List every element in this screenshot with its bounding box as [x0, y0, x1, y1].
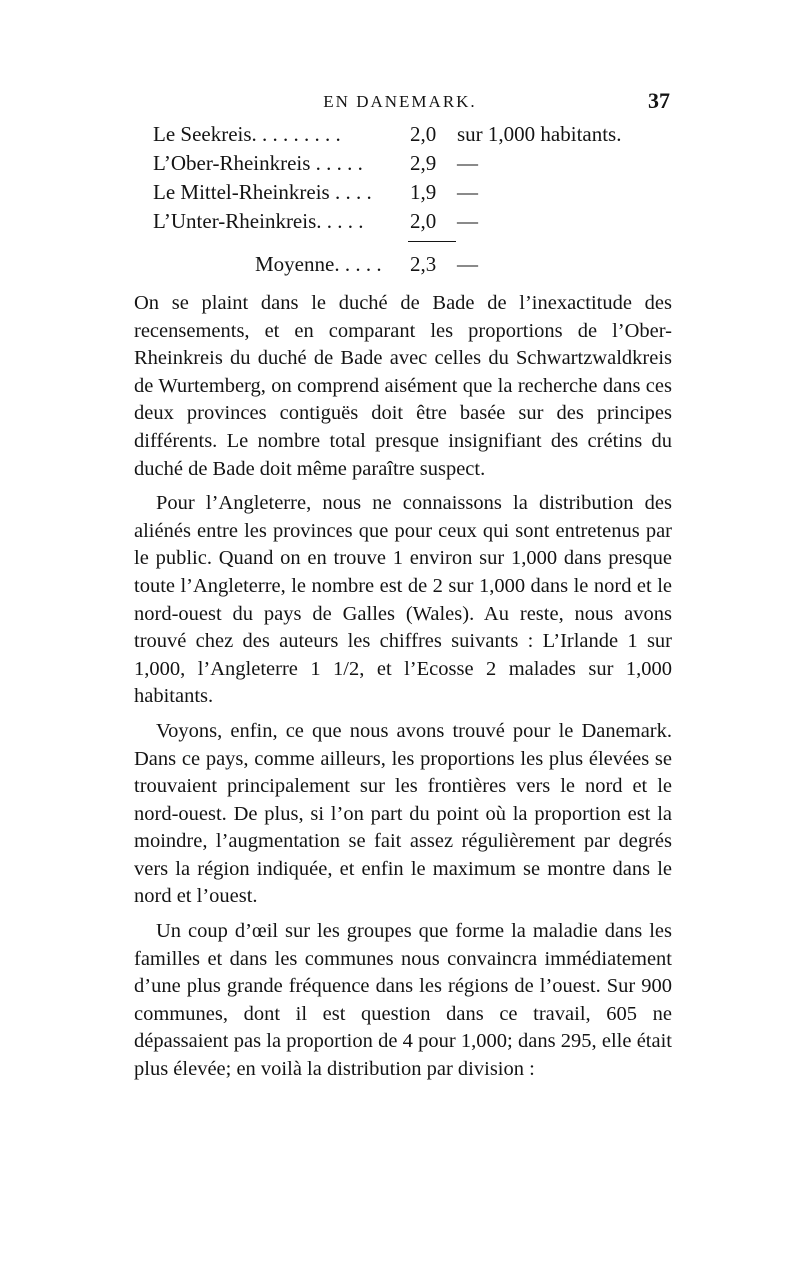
statistics-table — [153, 122, 673, 281]
stat-average-row — [153, 252, 673, 281]
sum-rule — [408, 241, 456, 242]
stat-value: 2,0 — [410, 209, 437, 233]
stat-value: 1,9 — [410, 180, 437, 204]
stat-row — [153, 209, 673, 238]
stat-row — [153, 180, 673, 209]
stat-unit: sur 1,000 habitants. — [457, 122, 622, 146]
body-text — [134, 290, 672, 1091]
page-header — [130, 88, 670, 118]
stat-label: Le Mittel-Rheinkreis . . . . — [153, 180, 372, 204]
stat-unit: — — [457, 151, 478, 175]
stat-unit: — — [457, 209, 478, 233]
stat-unit: — — [457, 180, 478, 204]
paragraph: Voyons, enfin, ce que nous avons trouvé pour le Danemark. Dans ce pays, comme ailleurs, les proportions les plus élevées se trouvaient principalement sur les frontières vers le nord et le nord-ouest. De plus, si l’on part du point où la proportion est la moindre, l’augmentation se fait assez régulièrement par degrés vers la région indiquée, et enfin le maximum se montre dans le nord et l’ouest. — [134, 719, 672, 908]
stat-label: L’Unter-Rheinkreis. . . . . — [153, 209, 364, 233]
stat-row — [153, 151, 673, 180]
stat-value: 2,0 — [410, 122, 437, 146]
stat-label: L’Ober-Rheinkreis . . . . . — [153, 151, 363, 175]
paragraph: On se plaint dans le duché de Bade de l’inexactitude des recensements, et en comparant les proportions de l’Ober-Rheinkreis du duché de Bade avec celles du Schwartzwaldkreis de Wurtemberg, on comprend aisément que la recherche dans ces deux provinces contiguës doit être basée sur des principes différents. Le nombre total presque insignifiant des crétins du duché de Bade doit même paraître suspect. — [134, 292, 672, 480]
average-unit: — — [457, 252, 478, 276]
paragraph: Pour l’Angleterre, nous ne connaissons la distribution des aliénés entre les provinces que pour ceux qui sont entretenus par le public. Quand on en trouve 1 environ sur 1,000 dans presque toute l’Angleterre, le nombre est de 2 sur 1,000 dans le nord et le nord-ouest du pays de Galles (Wales). Au reste, nous avons trouvé chez des auteurs les chiffres suivants : L’Irlande 1 sur 1,000, l’Angleterre 1 1/2, et l’Ecosse 2 malades sur 1,000 habitants. — [134, 492, 672, 708]
paragraph: Un coup d’œil sur les groupes que forme la maladie dans les familles et dans les communes nous convaincra immédiatement d’une plus grande fréquence dans les régions de l’ouest. Sur 900 communes, dont il est question dans ce travail, 605 ne dépassaient pas la proportion de 4 pour 1,000; dans 295, elle était plus élevée; en voilà la distribution par division : — [134, 920, 672, 1081]
stat-row — [153, 122, 673, 151]
stat-value: 2,9 — [410, 151, 437, 175]
running-title: EN DANEMARK. — [323, 92, 477, 111]
average-value: 2,3 — [410, 252, 437, 276]
average-label: Moyenne. . . . . — [255, 252, 382, 276]
page-number: 37 — [648, 88, 670, 113]
stat-label: Le Seekreis. . . . . . . . . — [153, 122, 341, 146]
